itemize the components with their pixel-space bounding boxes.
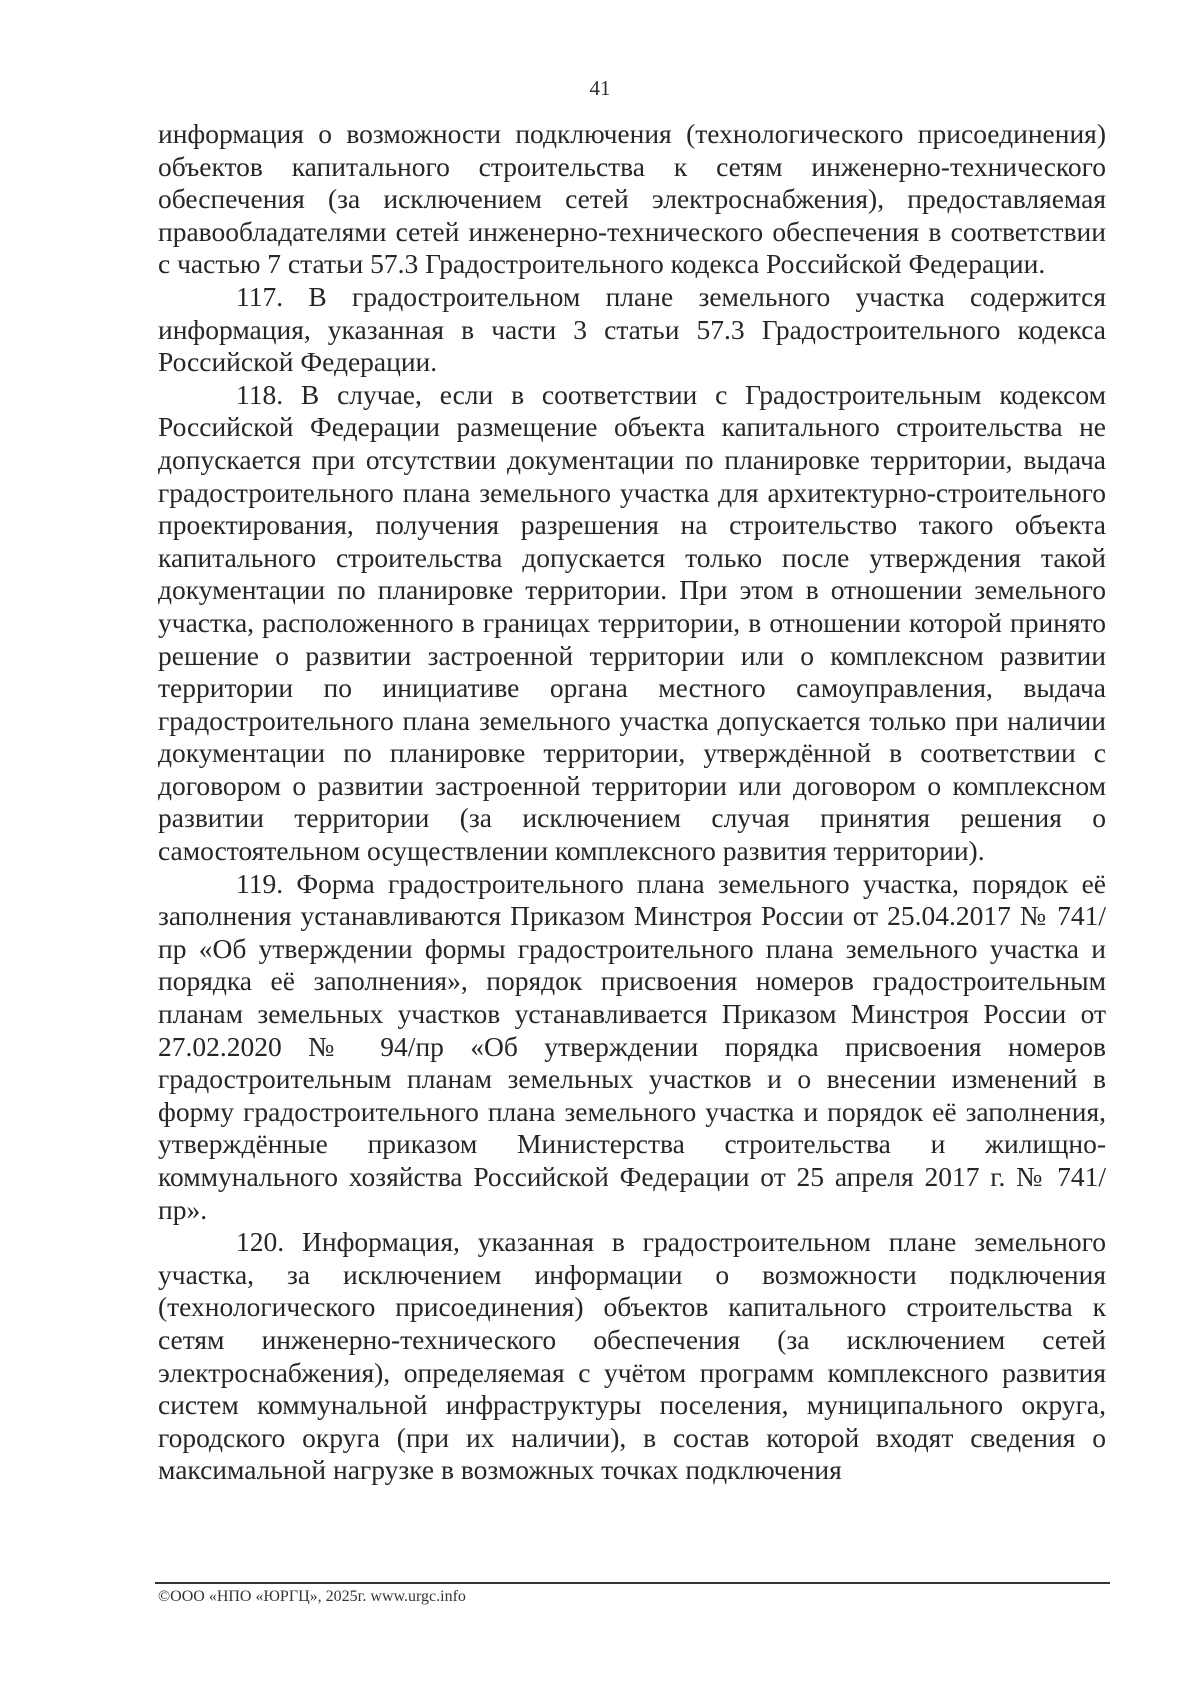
paragraph-continuation: информация о возможности подключения (технологического присоединения) объектов капитального строительства к сетям инженерно-технического обеспечения (за исключением сетей электроснабжения), предоставляемая правообладателями сетей инженерно-технического обеспечения в соответствии с частью 7 статьи 57.3 Градостроительного кодекса Российской Федерации. (158, 118, 1106, 280)
footer-copyright: ©ООО «НПО «ЮРГЦ», 2025г. www.urgc.info (158, 1588, 466, 1605)
page-number: 41 (589, 76, 611, 100)
paragraph-120: 120. Информация, указанная в градостроительном плане земельного участка, за исключением информации о возможности подключения (технологического присоединения) объектов капитального строительства к сетям инженерно-технического обеспечения (за исключением сетей электроснабжения), определяемая с учётом программ комплексного развития систем коммунальной инфраструктуры поселения, муниципального округа, городского округа (при их наличии), в состав которой входят сведения о максимальной нагрузке в возможных точках подключения (158, 1226, 1106, 1486)
paragraph-119: 119. Форма градостроительного плана земельного участка, порядок её заполнения устанавливаются Приказом Минстроя России от 25.04.2017 № 741/пр «Об утверждении формы градостроительного плана земельного участка и порядка её заполнения», порядок присвоения номеров градостроительным планам земельных участков устанавливается Приказом Минстроя России от 27.02.2020 № 94/пр «Об утверждении порядка присвоения номеров градостроительным планам земельных участков и о внесении изменений в форму градостроительного плана земельного участка и порядок её заполнения, утверждённые приказом Министерства строительства и жилищно-коммунального хозяйства Российской Федерации от 25 апреля 2017 г. № 741/пр». (158, 867, 1106, 1225)
paragraph-117: 117. В градостроительном плане земельного участка содержится информация, указанная в части 3 статьи 57.3 Градостроительного кодекса Российской Федерации. (158, 280, 1106, 378)
document-body (158, 118, 1106, 1487)
paragraph-118: 118. В случае, если в соответствии с Градостроительным кодексом Российской Федерации размещение объекта капитального строительства не допускается при отсутствии документации по планировке территории, выдача градостроительного плана земельного участка для архитектурно-строительного проектирования, получения разрешения на строительство такого объекта капитального строительства допускается только после утверждения такой документации по планировке территории. При этом в отношении земельного участка, расположенного в границах территории, в отношении которой принято решение о развитии застроенной территории или о комплексном развитии территории по инициативе органа местного самоуправления, выдача градостроительного плана земельного участка допускается только при наличии документации по планировке территории, утверждённой в соответствии с договором о развитии застроенной территории или договором о комплексном развитии территории (за исключением случая принятия решения о самостоятельном осуществлении комплексного развития территории). (158, 378, 1106, 867)
footer-divider (155, 1582, 1110, 1584)
